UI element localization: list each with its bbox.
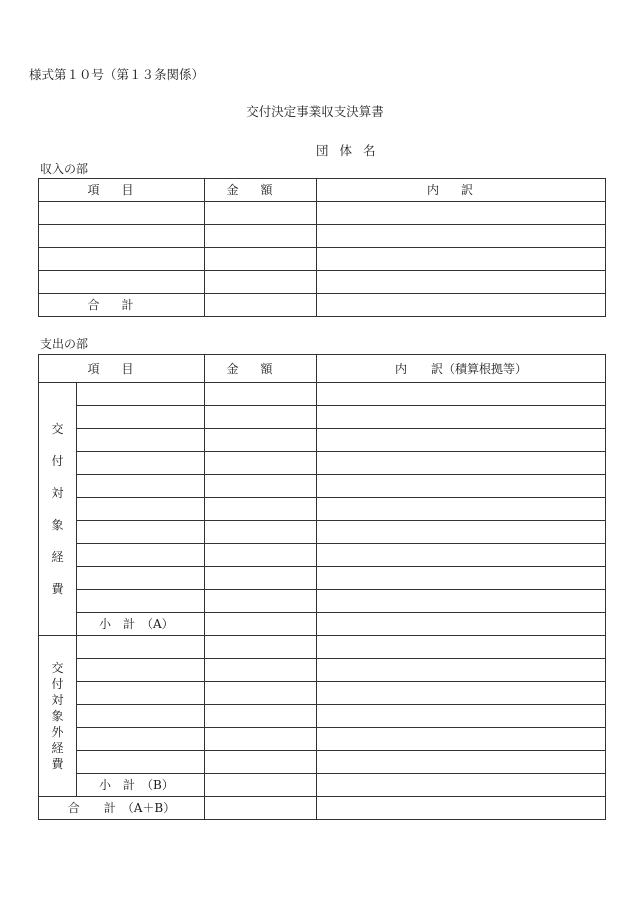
expense-header-item: 項目 [39,355,205,383]
group1-row [39,590,606,613]
income-row [39,225,606,248]
income-amount-cell[interactable] [205,271,317,294]
income-header-amount: 金額 [205,179,317,202]
group1-details-cell[interactable] [317,521,606,544]
expense-total-details-cell[interactable] [317,797,606,820]
group1-row [39,498,606,521]
income-amount-cell[interactable] [205,225,317,248]
group2-amount-cell[interactable] [205,682,317,705]
group2-amount-cell[interactable] [205,636,317,659]
group1-item-cell[interactable] [77,406,205,429]
income-item-cell[interactable] [39,248,205,271]
group2-details-cell[interactable] [317,728,606,751]
group1-details-cell[interactable] [317,383,606,406]
group2-item-cell[interactable] [77,682,205,705]
group2-row [39,659,606,682]
expense-total-row [39,797,606,820]
income-total-details-cell[interactable] [317,294,606,317]
group1-amount-cell[interactable] [205,544,317,567]
group2-row [39,728,606,751]
group1-details-cell[interactable] [317,452,606,475]
group2-label-char: 象 [51,709,64,723]
group1-details-cell[interactable] [317,613,606,636]
group1-row [39,567,606,590]
group2-label-char: 費 [51,757,64,771]
form-number: 様式第１０号（第１３条関係） [29,67,205,82]
group2-label-char: 交 [51,661,64,675]
group1-subtotal [77,613,205,636]
group2-details-cell[interactable] [317,705,606,728]
group1-row [39,452,606,475]
expense-header-row [39,355,606,383]
income-header-item: 項目 [39,179,205,202]
organization-label: 団体名 [316,143,387,158]
group1-item-cell[interactable] [77,590,205,613]
income-total [39,294,205,317]
income-section-label: 収入の部 [40,162,89,176]
group1-row [39,406,606,429]
group1-item-cell[interactable] [77,452,205,475]
group1-details-cell[interactable] [317,498,606,521]
group2-vertical-label [39,636,77,797]
group2-label-char: 付 [51,677,64,691]
group1-subtotal-label: 小 計 （A） [99,617,174,631]
group1-item-cell[interactable] [77,521,205,544]
group2-item-cell[interactable] [77,636,205,659]
group2-row [39,751,606,774]
group1-amount-cell[interactable] [205,521,317,544]
group2-amount-cell[interactable] [205,751,317,774]
group2-row [39,705,606,728]
group1-row [39,475,606,498]
income-details-cell[interactable] [317,248,606,271]
group2-label-char: 対 [51,693,64,707]
group1-details-cell[interactable] [317,544,606,567]
income-amount-cell[interactable] [205,202,317,225]
income-header-details: 内訳 [317,179,606,202]
group1-item-cell[interactable] [77,429,205,452]
group2-subtotal [77,774,205,797]
income-details-cell[interactable] [317,225,606,248]
group2-details-cell[interactable] [317,751,606,774]
expense-section-label: 支出の部 [40,337,89,351]
group1-details-cell[interactable] [317,429,606,452]
expense-table [38,354,606,820]
group2-details-cell[interactable] [317,636,606,659]
group1-amount-cell[interactable] [205,498,317,521]
group1-amount-cell[interactable] [205,590,317,613]
group1-label-char: 付 [51,454,64,468]
income-item-cell[interactable] [39,202,205,225]
group2-amount-cell[interactable] [205,728,317,751]
income-details-cell[interactable] [317,271,606,294]
group1-details-cell[interactable] [317,406,606,429]
group1-row [39,521,606,544]
group2-details-cell[interactable] [317,682,606,705]
group1-amount-cell[interactable] [205,613,317,636]
document-title: 交付決定事業収支決算書 [246,104,384,119]
expense-header-amount: 金額 [205,355,317,383]
group1-amount-cell[interactable] [205,567,317,590]
group2-subtotal-label: 小 計 （B） [99,778,174,792]
group1-item-cell[interactable] [77,567,205,590]
group2-row [39,682,606,705]
group1-amount-cell[interactable] [205,383,317,406]
group2-item-cell[interactable] [77,659,205,682]
income-total-label: 合計 [87,298,156,312]
group2-row [39,636,606,659]
group1-amount-cell[interactable] [205,406,317,429]
income-row [39,202,606,225]
expense-total [39,797,205,820]
group1-item-cell[interactable] [77,383,205,406]
income-header-row [39,179,606,202]
group1-label-char: 対 [51,486,64,500]
group1-item-cell[interactable] [77,544,205,567]
group1-item-cell[interactable] [77,498,205,521]
group2-item-cell[interactable] [77,751,205,774]
group1-amount-cell[interactable] [205,452,317,475]
group2-amount-cell[interactable] [205,774,317,797]
group1-amount-cell[interactable] [205,475,317,498]
group1-row [39,383,606,406]
group2-subtotal-row [39,774,606,797]
group2-amount-cell[interactable] [205,659,317,682]
income-total-row [39,294,606,317]
group1-label-char: 象 [51,518,64,532]
income-row [39,248,606,271]
group2-details-cell[interactable] [317,774,606,797]
group1-details-cell[interactable] [317,475,606,498]
group1-label-char: 費 [51,582,64,596]
group1-details-cell[interactable] [317,567,606,590]
income-table [38,178,606,317]
group1-label-char: 経 [51,550,64,564]
group2-item-cell[interactable] [77,728,205,751]
income-item-cell[interactable] [39,271,205,294]
income-item-cell[interactable] [39,225,205,248]
group1-row [39,544,606,567]
group2-details-cell[interactable] [317,659,606,682]
group1-amount-cell[interactable] [205,429,317,452]
expense-total-label: 合 計 （A＋B） [67,801,176,815]
expense-header-details: 内 訳（積算根拠等） [317,355,606,383]
group1-vertical-label [39,383,77,636]
income-row [39,271,606,294]
expense-total-amount-cell[interactable] [205,797,317,820]
income-details-cell[interactable] [317,202,606,225]
group1-row [39,429,606,452]
group1-item-cell[interactable] [77,475,205,498]
group1-details-cell[interactable] [317,590,606,613]
group2-label-char: 経 [51,741,64,755]
income-amount-cell[interactable] [205,248,317,271]
group1-subtotal-row [39,613,606,636]
group2-item-cell[interactable] [77,705,205,728]
group2-amount-cell[interactable] [205,705,317,728]
group2-label-char: 外 [51,725,64,739]
group1-label-char: 交 [51,422,64,436]
income-total-amount-cell[interactable] [205,294,317,317]
